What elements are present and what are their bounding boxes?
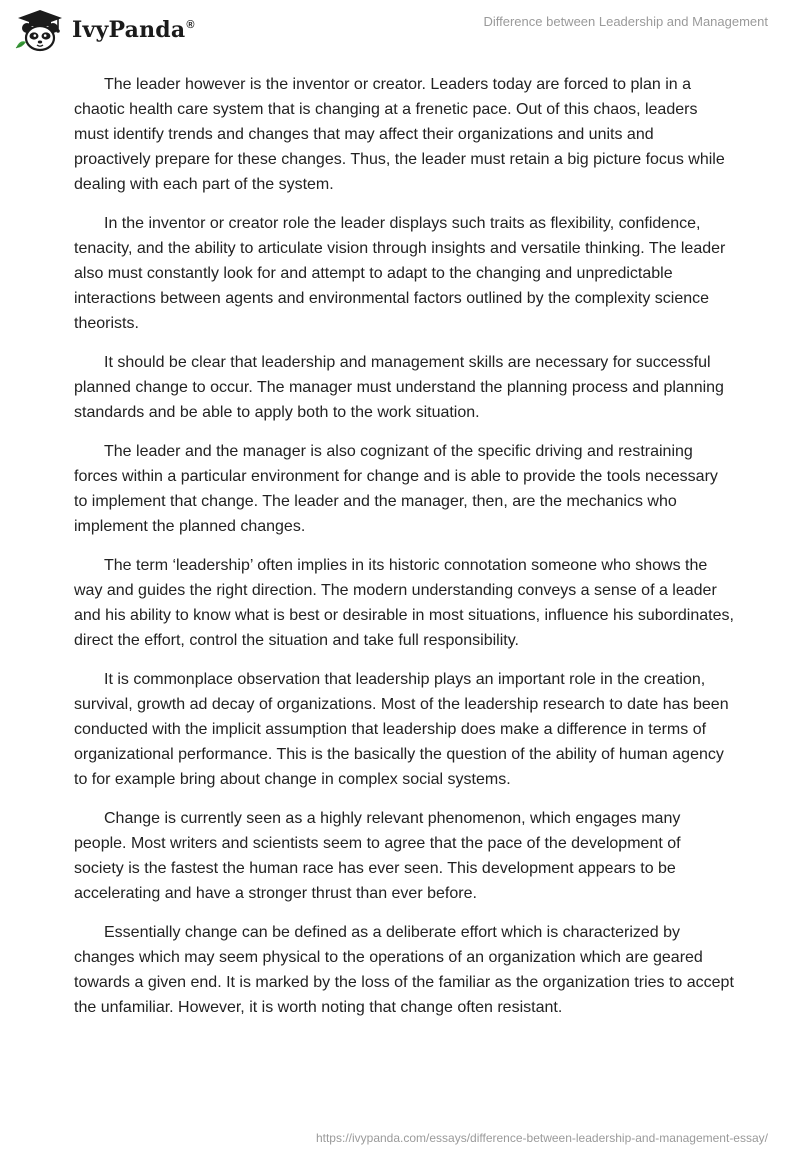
essay-body xyxy=(74,72,734,1034)
document-title: Difference between Leadership and Management xyxy=(483,14,768,29)
paragraph: Change is currently seen as a highly relevant phenomenon, which engages many people. Most writers and scientists seem to agree that the pace of the development of society is the fastest the human race has ever seen. This development appears to be accelerating and have a stronger thrust than ever before. xyxy=(74,810,681,902)
paragraph: Essentially change can be defined as a deliberate effort which is characterized by changes which may seem physical to the operations of an organization which are geared towards a given end. It is marked by the loss of the familiar as the organization tries to accept the unfamiliar. However, it is worth noting that change often resistant. xyxy=(74,924,734,1016)
registered-mark: ® xyxy=(186,19,195,31)
paragraph: In the inventor or creator role the leader displays such traits as flexibility, confidence, tenacity, and the ability to articulate vision through insights and versatile thinking. The leader also must constantly look for and attempt to adapt to the changing and unpredictable interactions between agents and environmental factors outlined by the complexity science theorists. xyxy=(74,215,726,332)
paragraph: It should be clear that leadership and management skills are necessary for successful planned change to occur. The manager must understand the planning process and planning standards and be able to apply both to the work situation. xyxy=(74,354,724,421)
source-url[interactable]: https://ivypanda.com/essays/difference-between-leadership-and-management-essay/ xyxy=(315,1131,768,1145)
paragraph: The leader and the manager is also cognizant of the specific driving and restraining forces within a particular environment for change and is able to provide the tools necessary to implement that change. The leader and the manager, then, are the mechanics who implement the planned changes. xyxy=(74,443,718,535)
page-header xyxy=(0,0,800,60)
panda-graduate-logo-icon xyxy=(14,8,66,54)
brand-logo[interactable] xyxy=(14,8,195,54)
paragraph: It is commonplace observation that leadership plays an important role in the creation, survival, growth ad decay of organizations. Most of the leadership research to date has been conducted with the implicit assumption that leadership does make a difference in terms of organizational performance. This is the basically the question of the ability of human agency to for example bring about change in complex social systems. xyxy=(74,671,729,788)
brand-name: IvyPanda® xyxy=(72,17,195,43)
paragraph: The leader however is the inventor or creator. Leaders today are forced to plan in a chaotic health care system that is changing at a frenetic pace. Out of this chaos, leaders must identify trends and changes that may affect their organizations and units and proactively prepare for these changes. Thus, the leader must retain a big picture focus while dealing with each part of the system. xyxy=(74,76,725,193)
paragraph: The term ‘leadership’ often implies in its historic connotation someone who shows the way and guides the right direction. The modern understanding conveys a sense of a leader and his ability to know what is best or desirable in most situations, influence his subordinates, direct the effort, control the situation and take full responsibility. xyxy=(74,557,734,649)
